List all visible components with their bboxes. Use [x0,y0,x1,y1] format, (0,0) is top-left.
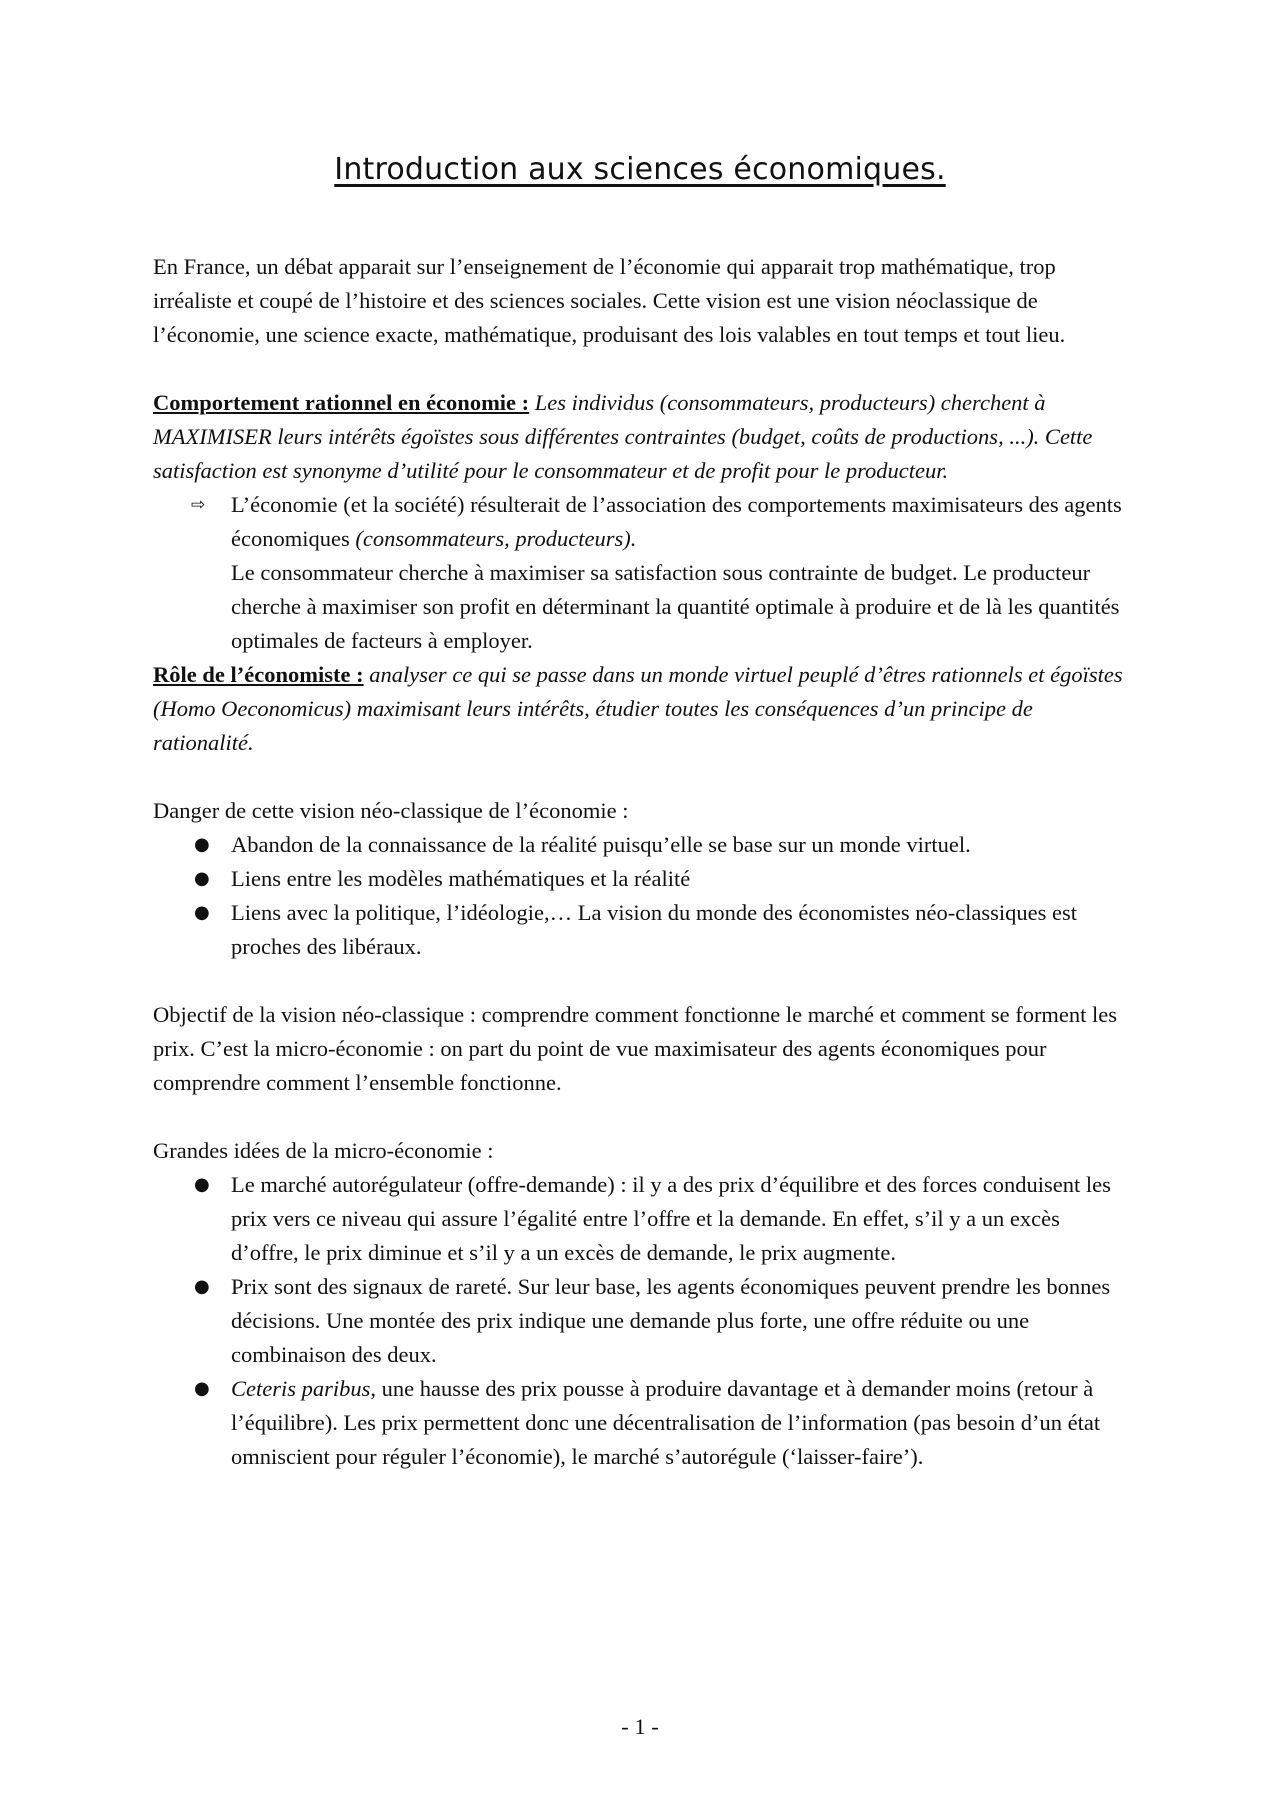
arrow-right-icon: ⇨ [191,495,206,515]
bullet-icon: ● [194,902,210,923]
list-item-text: Liens avec la politique, l’idéologie,… La vision du monde des économistes néo-classiques est proches des libéraux. [231,900,1078,959]
intro-paragraph: En France, un débat apparait sur l’enseignement de l’économie qui apparait trop mathématique, trop irréaliste et coupé de l’histoire et des sciences sociales. Cette vision est une vision néoclassique de l’économie, une science exacte, mathématique, produisant des lois valables en tout temps et tout lieu. [153,254,1066,347]
role-paragraph [153,658,1133,760]
list-item [153,1372,1133,1474]
list-item [153,1168,1133,1270]
page-title: Introduction aux sciences économiques. [334,152,946,187]
list-item-text: Liens entre les modèles mathématiques et la réalité [231,866,691,891]
consumer-producer-paragraph: Le consommateur cherche à maximiser sa satisfaction sous contrainte de budget. Le producteur cherche à maximiser son profit en déterminant la quantité optimale à produire et de là les quantités optimales de facteurs à employer. [231,560,1120,653]
list-item [153,1270,1133,1372]
list-item-text: , une hausse des prix pousse à produire davantage et à demander moins (retour à l’équilibre). Les prix permettent donc une décentralisation de l’information (pas besoin d’un état omniscient pour réguler l’économie), le marché s’autorégule (‘laisser-faire’). [231,1376,1101,1469]
page-number: - 1 - [621,1714,659,1739]
bullet-icon: ● [194,834,210,855]
comportement-text: Les individus (consommateurs, producteurs) cherchent à MAXIMISER leurs intérêts égoïstes sous différentes contraintes (budget, coûts de productions, ...). Cette satisfaction est synonyme d’utilité pour le consommateur et de profit pour le producteur. [153,390,1093,483]
list-item [153,828,1133,862]
bullet-icon: ● [194,1174,210,1195]
role-text: analyser ce qui se passe dans un monde virtuel peuplé d’êtres rationnels et égoïstes (Homo Oeconomicus) maximisant leurs intérêts, étudier toutes les conséquences d’un principe de rationalité. [153,662,1123,755]
danger-list [153,828,1133,964]
list-item [153,862,1133,896]
ceteris-paribus-text: Ceteris paribus [231,1376,371,1401]
arrow-list-item [153,488,1133,556]
objectif-paragraph: Objectif de la vision néo-classique : comprendre comment fonctionne le marché et comment se forment les prix. C’est la micro-économie : on part du point de vue maximisateur des agents économiques pour comprendre comment l’ensemble fonctionne. [153,1002,1118,1095]
danger-intro: Danger de cette vision néo-classique de l’économie : [153,798,629,823]
document-body [153,250,1133,1474]
bullet-icon: ● [194,1276,210,1297]
comportement-heading: Comportement rationnel en économie : [153,390,530,415]
bullet-icon: ● [194,868,210,889]
list-item [153,896,1133,964]
list-item-text: Le marché autorégulateur (offre-demande) : il y a des prix d’équilibre et des forces conduisent les prix vers ce niveau qui assure l’égalité entre l’offre et la demande. En effet, s’il y a un excès d’offre, le prix diminue et s’il y a un excès de demande, le prix augmente. [231,1172,1111,1265]
role-heading: Rôle de l’économiste : [153,662,364,687]
list-item-text: Abandon de la connaissance de la réalité puisqu’elle se base sur un monde virtuel. [231,832,971,857]
arrow-item-italic: (consommateurs, producteurs). [355,526,637,551]
bullet-icon: ● [194,1378,210,1399]
list-item-text: Prix sont des signaux de rareté. Sur leur base, les agents économiques peuvent prendre les bonnes décisions. Une montée des prix indique une demande plus forte, une offre réduite ou une combinaison des deux. [231,1274,1111,1367]
grandes-intro: Grandes idées de la micro-économie : [153,1138,494,1163]
comportement-paragraph [153,386,1133,488]
grandes-list [153,1168,1133,1474]
arrow-item-text: L’économie (et la société) résulterait de l’association des comportements maximisateurs des agents économiques [231,492,1122,551]
